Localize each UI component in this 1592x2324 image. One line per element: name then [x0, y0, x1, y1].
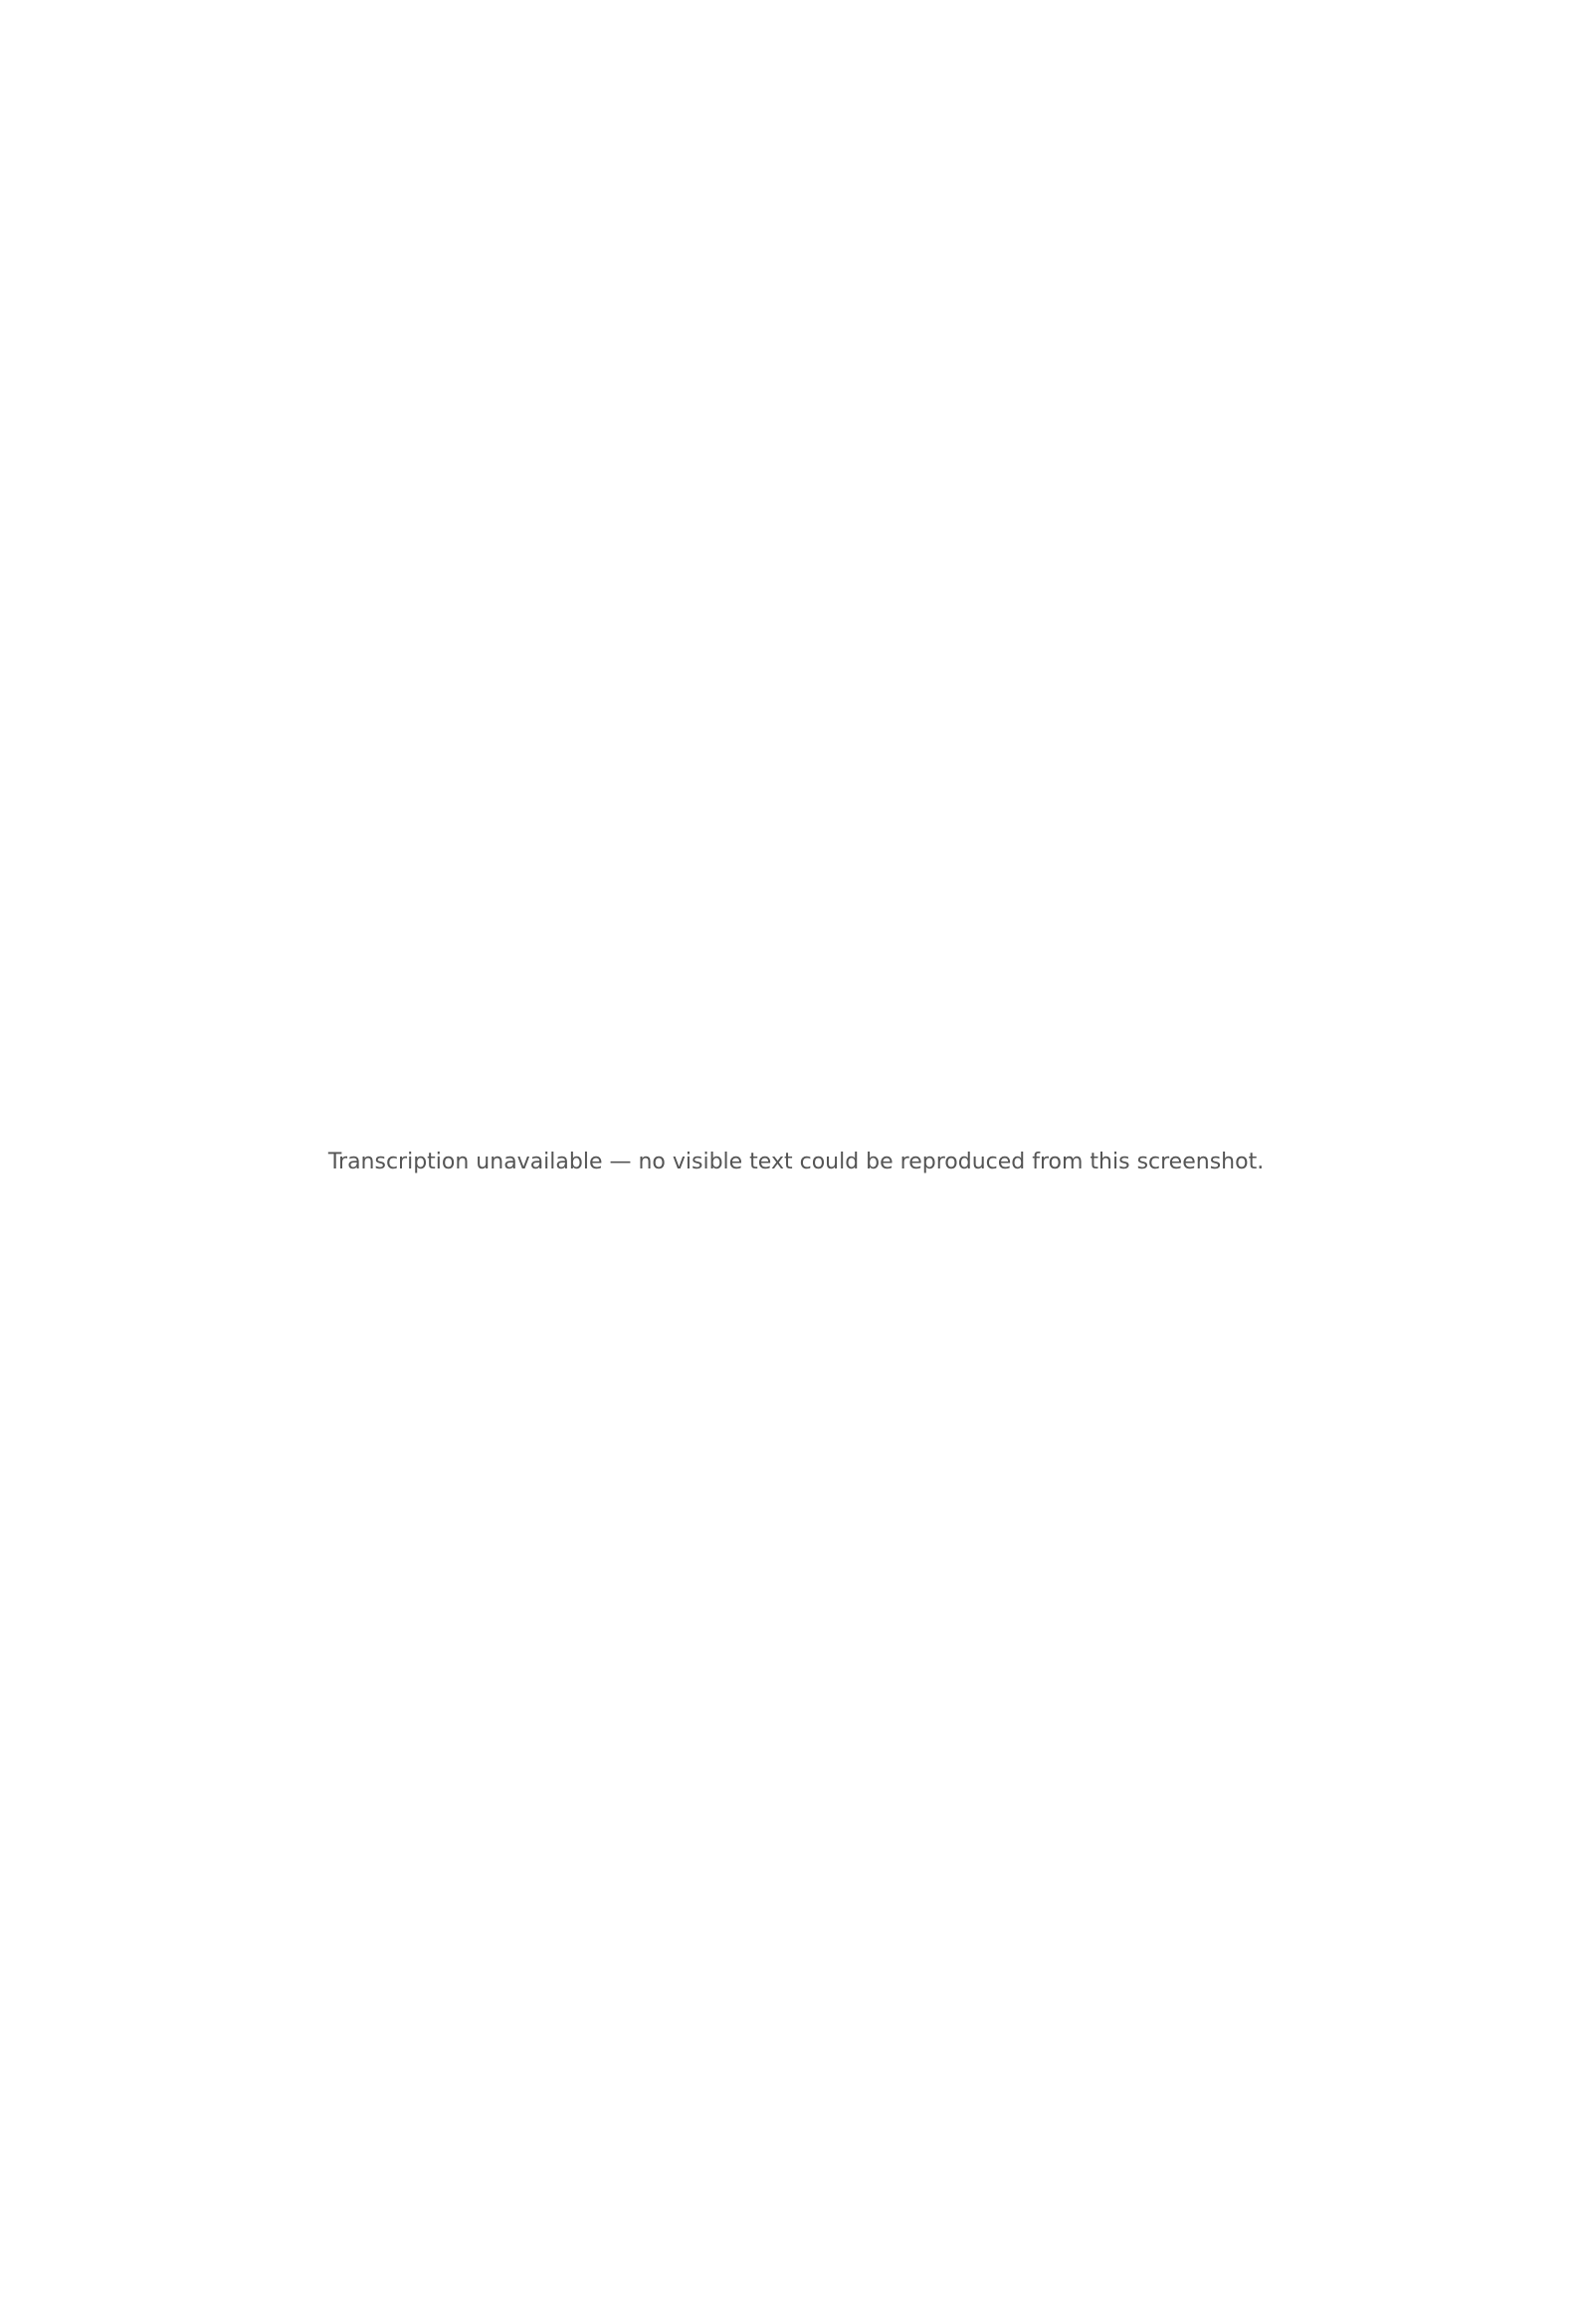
transcription-placeholder: Transcription unavailable — no visible text could be reproduced from this screenshot. — [327, 1150, 1265, 1174]
